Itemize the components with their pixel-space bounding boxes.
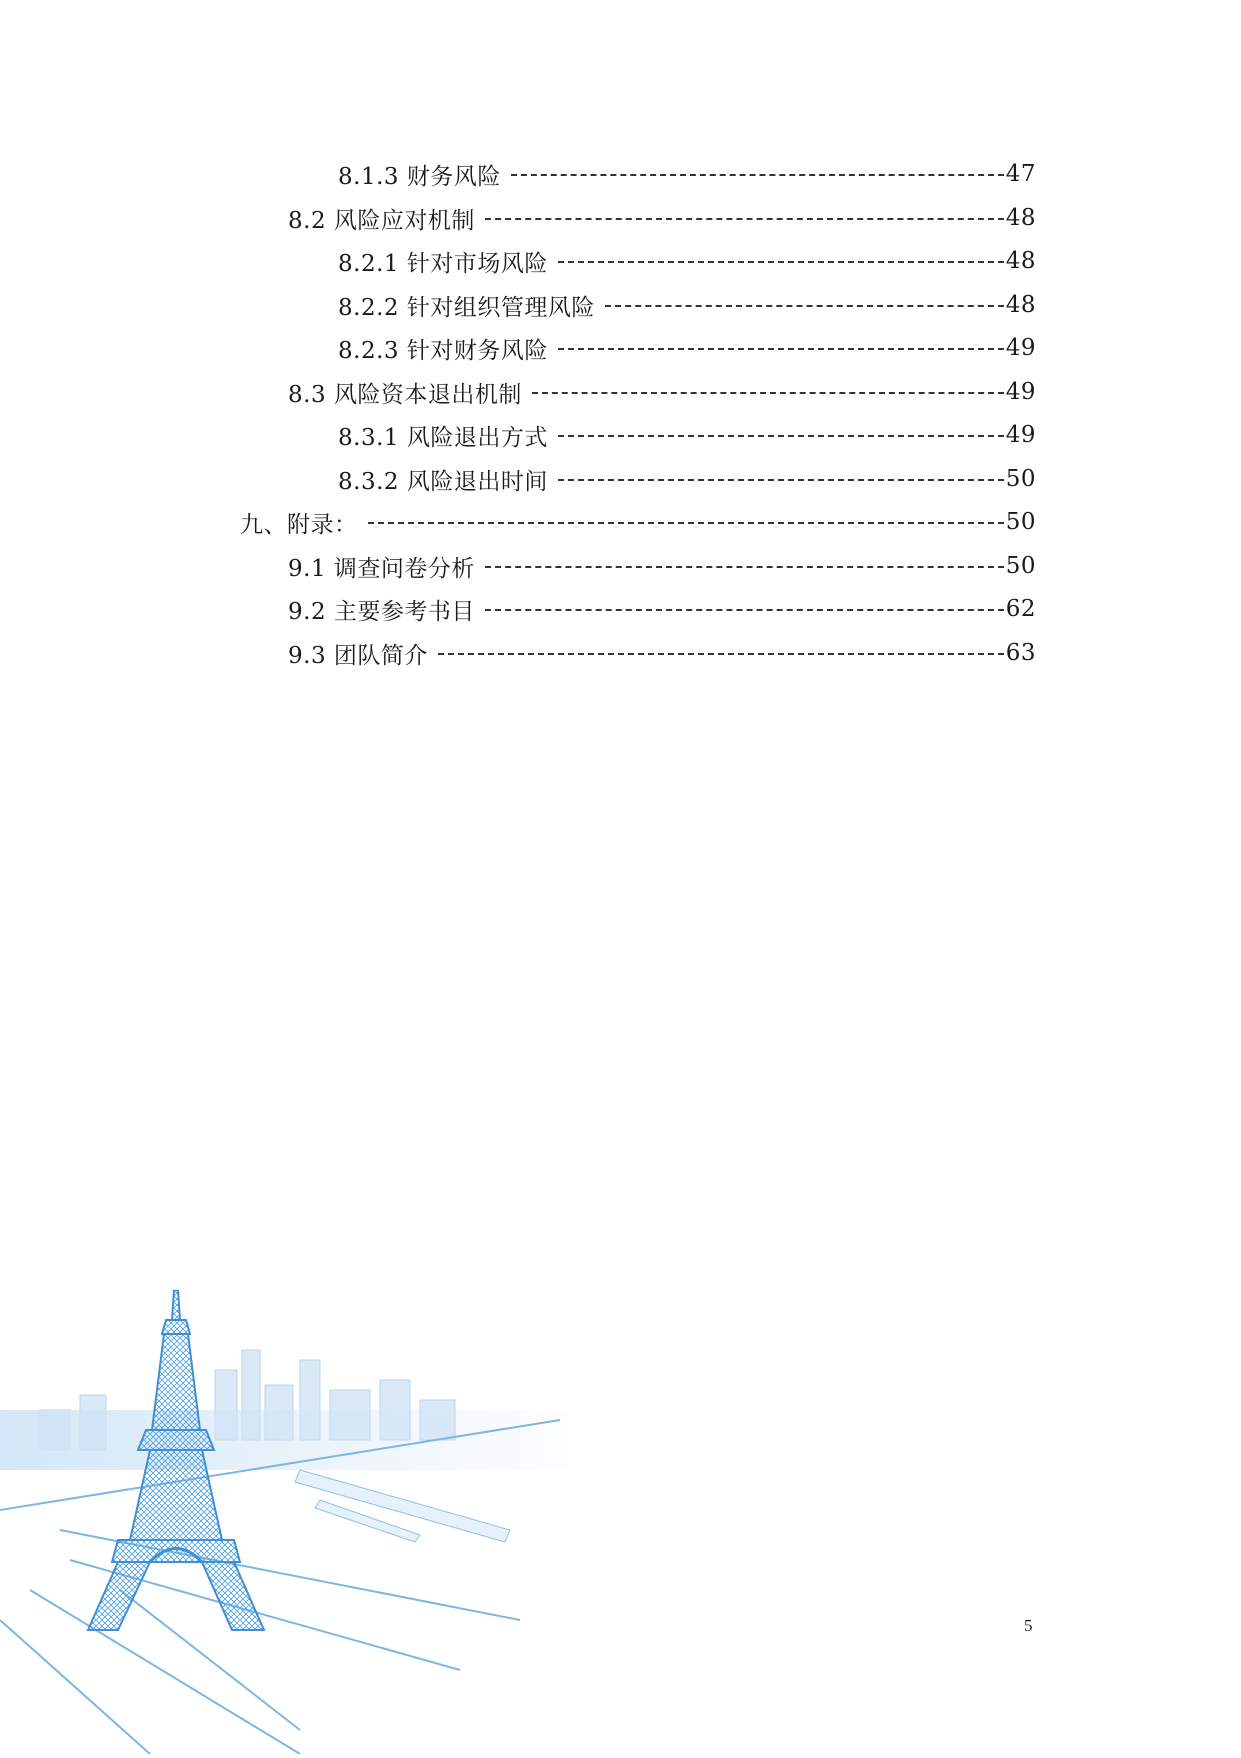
toc-entry-page: 50	[1005, 466, 1036, 492]
dot-leader	[558, 479, 1004, 481]
toc-entry-label: 8.2.2 针对组织管理风险	[338, 294, 595, 321]
toc-entry-8-3-1[interactable]	[338, 418, 1036, 452]
toc-entry-8-3-2[interactable]	[338, 462, 1036, 496]
toc-entry-page: 63	[1005, 640, 1036, 666]
toc-entry-label: 8.3.1 风险退出方式	[338, 424, 548, 451]
dot-leader	[485, 609, 1004, 611]
toc-entry-page: 50	[1005, 509, 1036, 535]
dot-leader	[605, 305, 1004, 307]
toc-entry-9[interactable]	[240, 505, 1036, 539]
toc-entry-label: 8.3.2 风险退出时间	[338, 468, 548, 495]
toc-entry-label: 8.2.3 针对财务风险	[338, 337, 548, 364]
dot-leader	[558, 261, 1004, 263]
dot-leader	[511, 174, 1004, 176]
table-of-contents	[0, 0, 1241, 760]
toc-entry-label: 9.1 调查问卷分析	[288, 555, 475, 582]
dot-leader	[558, 348, 1004, 350]
toc-entry-8-2[interactable]	[288, 201, 1036, 235]
page-number: 5	[1024, 1616, 1033, 1635]
dot-leader	[532, 392, 1004, 394]
toc-entry-page: 49	[1005, 379, 1036, 405]
dot-leader	[558, 435, 1004, 437]
dot-leader	[485, 566, 1004, 568]
toc-entry-page: 49	[1005, 422, 1036, 448]
dot-leader	[368, 522, 1004, 524]
toc-entry-8-2-3[interactable]	[338, 331, 1036, 365]
toc-entry-page: 48	[1005, 292, 1036, 318]
toc-entry-page: 62	[1005, 596, 1036, 622]
toc-entry-label: 8.3 风险资本退出机制	[288, 381, 522, 408]
toc-entry-label: 9.2 主要参考书目	[288, 598, 475, 625]
toc-entry-9-3[interactable]	[288, 636, 1036, 670]
toc-entry-label: 九、附录：	[240, 511, 358, 538]
toc-entry-label: 8.2 风险应对机制	[288, 207, 475, 234]
toc-entry-page: 50	[1005, 553, 1036, 579]
toc-entry-label: 9.3 团队简介	[288, 642, 428, 669]
toc-entry-page: 48	[1005, 205, 1036, 231]
toc-entry-8-1-3[interactable]	[338, 157, 1036, 191]
toc-entry-page: 47	[1005, 161, 1036, 187]
dot-leader	[438, 653, 1004, 655]
toc-entry-9-2[interactable]	[288, 592, 1036, 626]
eiffel-tower-cityscape-icon	[0, 1290, 620, 1754]
eiffel-tower-illustration	[0, 1290, 620, 1754]
toc-entry-8-2-1[interactable]	[338, 244, 1036, 278]
toc-entry-8-2-2[interactable]	[338, 288, 1036, 322]
toc-entry-8-3[interactable]	[288, 375, 1036, 409]
toc-entry-label: 8.2.1 针对市场风险	[338, 250, 548, 277]
toc-entry-9-1[interactable]	[288, 549, 1036, 583]
toc-entry-label: 8.1.3 财务风险	[338, 163, 501, 190]
dot-leader	[485, 218, 1004, 220]
toc-entry-page: 49	[1005, 335, 1036, 361]
toc-entry-page: 48	[1005, 248, 1036, 274]
